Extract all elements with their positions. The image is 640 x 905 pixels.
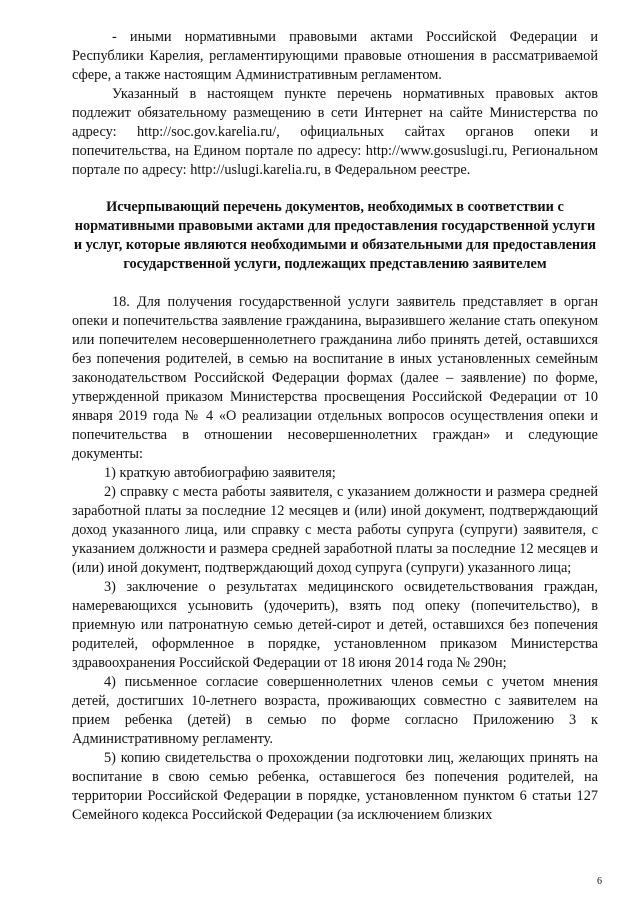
section-heading: Исчерпывающий перечень документов, необходимых в соответствии с нормативными правовыми актами для предоставления государственной услуги и услуг, которые являются необходимыми и обязательными для предоставления государственной услуги, подлежащих представлению заявителем xyxy=(73,199,597,272)
list-item-3: 3) заключение о результатах медицинского освидетельствования граждан, намеревающихся усыновить (удочерить), взять под опеку (попечительство), в приемную или патронатную семью детей-сирот и детей, оставшихся без попечения родителей, оформленное в порядке, установленном приказом Министерства здравоохранения Российской Федерации от 18 июня 2014 года № 290н; xyxy=(72,579,598,671)
page-number: 6 xyxy=(597,876,602,887)
paragraph-18: 18. Для получения государственной услуги заявитель представляет в орган опеки и попечительства заявление гражданина, выразившего желание стать опекуном или попечителем несовершеннолетнего гражданина либо принять детей, оставшихся без попечения родителей, в семью на воспитание в иных установленных семейным законодательством Российской Федерации формах (далее – заявление) по форме, утвержденной приказом Министерства просвещения Российской Федерации от 10 января 2019 года № 4 «О реализации отдельных вопросов осуществления опеки и попечительства в отношении несовершеннолетних граждан» и следующие документы: xyxy=(72,294,598,462)
list-item-1: 1) краткую автобиографию заявителя; xyxy=(104,465,336,481)
list-item-4: 4) письменное согласие совершеннолетних членов семьи с учетом мнения детей, достигших 10-летнего возраста, проживающих совместно с заявителем на прием ребенка (детей) в семью по форме согласно Приложению 3 к Административному регламенту. xyxy=(72,674,598,747)
list-item-2: 2) справку с места работы заявителя, с указанием должности и размера средней заработной платы за последние 12 месяцев и (или) иной документ, подтверждающий доход указанного лица, или справку с места работы супруга (супруги) заявителя, с указанием должности и размера средней заработной платы за последние 12 месяцев и (или) иной документ, подтверждающий доход супруга (супруги) указанного лица; xyxy=(72,484,598,576)
document-body xyxy=(72,28,598,825)
paragraph-legal-acts: - иными нормативными правовыми актами Российской Федерации и Республики Карелия, регламентирующими правовые отношения в рассматриваемой сфере, а также настоящим Административным регламентом. xyxy=(72,29,598,83)
paragraph-publication: Указанный в настоящем пункте перечень нормативных правовых актов подлежит обязательному размещению в сети Интернет на сайте Министерства по адресу: http://soc.gov.karelia.ru/, официальных сайтах органов опеки и попечительства, на Едином портале по адресу: http://www.gosuslugi.ru, Региональном портале по адресу: http://uslugi.karelia.ru, в Федеральном реестре. xyxy=(72,86,598,178)
list-item-5: 5) копию свидетельства о прохождении подготовки лиц, желающих принять на воспитание в свою семью ребенка, оставшегося без попечения родителей, на территории Российской Федерации в порядке, установленном пунктом 6 статьи 127 Семейного кодекса Российской Федерации (за исключением близких xyxy=(72,750,598,823)
